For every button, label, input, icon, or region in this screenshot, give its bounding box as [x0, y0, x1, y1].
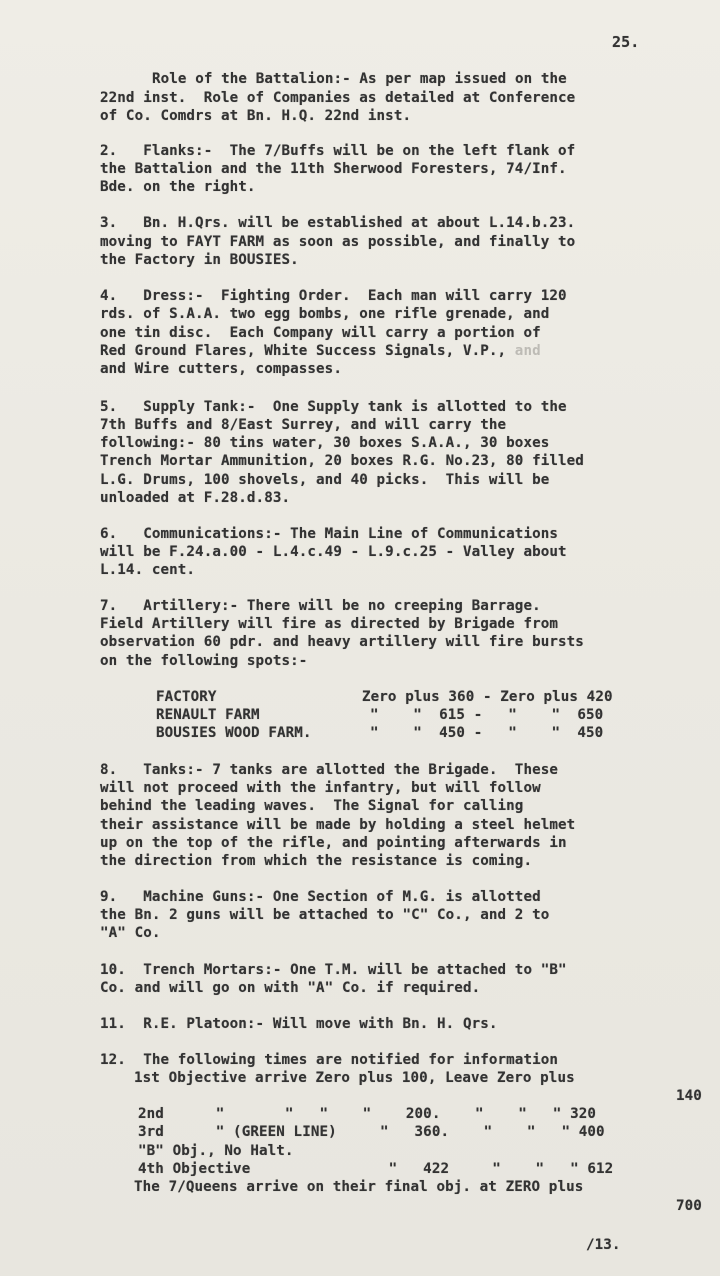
text-line: Trench Mortar Ammunition, 20 boxes R.G. No.23, 80 filled — [100, 453, 584, 469]
text-line: 22nd inst. Role of Companies as detailed at Conference — [100, 90, 576, 106]
text-line: and Wire cutters, compasses. — [100, 361, 342, 377]
text-line: 1st Objective arrive Zero plus 100, Leave Zero plus — [134, 1070, 575, 1086]
text-line: moving to FAYT FARM as soon as possible, and finally to — [100, 234, 576, 250]
text-line: 140 — [676, 1088, 702, 1104]
text-line: 3rd " (GREEN LINE) " 360. " " " 400 — [138, 1124, 605, 1140]
text-line: 5. Supply Tank:- One Supply tank is allotted to the — [100, 399, 567, 415]
text-line: Bde. on the right. — [100, 179, 256, 195]
text-line: Red Ground Flares, White Success Signals, V.P., and — [100, 343, 541, 359]
text-line: up on the top of the rifle, and pointing afterwards in — [100, 835, 567, 851]
text-line: RENAULT FARM — [156, 707, 260, 723]
text-line: "B" Obj., No Halt. — [138, 1143, 294, 1159]
text-line: 700 — [676, 1198, 702, 1214]
text-line: Co. and will go on with "A" Co. if required. — [100, 980, 481, 996]
text-line: unloaded at F.28.d.83. — [100, 490, 291, 506]
text-line: observation 60 pdr. and heavy artillery will fire bursts — [100, 634, 584, 650]
text-line: 10. Trench Mortars:- One T.M. will be attached to "B" — [100, 962, 567, 978]
text-line: 3. Bn. H.Qrs. will be established at about L.14.b.23. — [100, 215, 576, 231]
text-line: the Bn. 2 guns will be attached to "C" Co., and 2 to — [100, 907, 550, 923]
text-line: Zero plus 360 - Zero plus 420 — [362, 689, 613, 705]
text-line: following:- 80 tins water, 30 boxes S.A.A., 30 boxes — [100, 435, 550, 451]
text-line: Role of the Battalion:- As per map issued on the — [152, 71, 567, 87]
text-line: "A" Co. — [100, 925, 161, 941]
text-line: 4th Objective " 422 " " " 612 — [138, 1161, 614, 1177]
faint-struck-word: and — [514, 343, 541, 359]
text-line: 2nd " " " " 200. " " " 320 — [138, 1106, 597, 1122]
text-line: 6. Communications:- The Main Line of Communications — [100, 526, 559, 542]
text-line: /13. — [586, 1237, 621, 1253]
text-line: 8. Tanks:- 7 tanks are allotted the Brigade. These — [100, 762, 559, 778]
text-line: will not proceed with the infantry, but will follow — [100, 780, 541, 796]
text-line: 7. Artillery:- There will be no creeping Barrage. — [100, 598, 541, 614]
text-line: their assistance will be made by holding a steel helmet — [100, 817, 576, 833]
text-line: of Co. Comdrs at Bn. H.Q. 22nd inst. — [100, 108, 412, 124]
text-line: 12. The following times are notified for information — [100, 1052, 559, 1068]
text-line: on the following spots:- — [100, 653, 308, 669]
text-line: the direction from which the resistance is coming. — [100, 853, 533, 869]
text-line: L.G. Drums, 100 shovels, and 40 picks. This will be — [100, 472, 550, 488]
text-line: " " 450 - " " 450 — [370, 725, 604, 741]
text-line: 2. Flanks:- The 7/Buffs will be on the left flank of — [100, 143, 576, 159]
text-line: the Factory in BOUSIES. — [100, 252, 299, 268]
text-line: will be F.24.a.00 - L.4.c.49 - L.9.c.25 - Valley about — [100, 544, 567, 560]
text-line: 11. R.E. Platoon:- Will move with Bn. H. Qrs. — [100, 1016, 498, 1032]
text-line: L.14. cent. — [100, 562, 196, 578]
page-number: 25. — [612, 33, 640, 51]
text-line: one tin disc. Each Company will carry a portion of — [100, 325, 541, 341]
text-line: 4. Dress:- Fighting Order. Each man will carry 120 — [100, 288, 567, 304]
text-line: the Battalion and the 11th Sherwood Foresters, 74/Inf. — [100, 161, 567, 177]
text-line: " " 615 - " " 650 — [370, 707, 604, 723]
text-line: The 7/Queens arrive on their final obj. at ZERO plus — [134, 1179, 584, 1195]
text-line: behind the leading waves. The Signal for calling — [100, 798, 524, 814]
text-line: 9. Machine Guns:- One Section of M.G. is allotted — [100, 889, 541, 905]
text-line: rds. of S.A.A. two egg bombs, one rifle grenade, and — [100, 306, 550, 322]
text-line: Field Artillery will fire as directed by Brigade from — [100, 616, 559, 632]
text-line: FACTORY — [156, 689, 217, 705]
text-line: 7th Buffs and 8/East Surrey, and will carry the — [100, 417, 507, 433]
text-line: BOUSIES WOOD FARM. — [156, 725, 312, 741]
